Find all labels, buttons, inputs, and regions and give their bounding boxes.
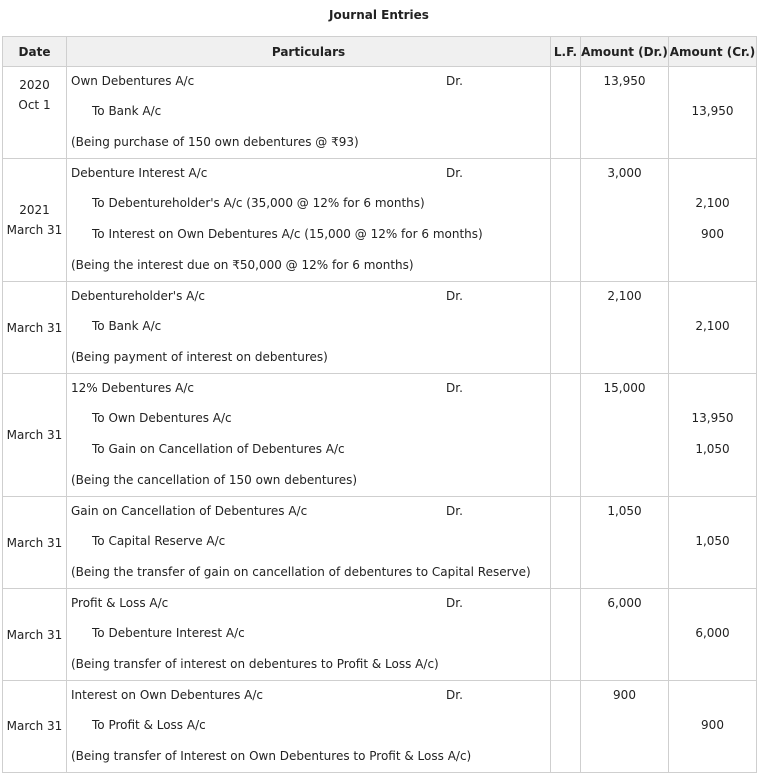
entry-lf [551,681,581,773]
credit-account: To Bank A/c [92,104,162,118]
debit-amount: 2,100 [607,289,642,303]
credit-account: To Capital Reserve A/c [92,534,226,548]
header-amount-cr: Amount (Cr.) [669,37,757,67]
cr-spacer [669,282,756,311]
entry-date [3,67,67,159]
credit-account: To Interest on Own Debentures A/c (15,000 @ 12% for 6 months) [92,227,483,241]
entry-amount-cr [669,159,757,282]
entry-lf [551,159,581,282]
debit-amount: 3,000 [607,166,642,180]
credit-amount: 13,950 [691,104,734,118]
debit-amount: 6,000 [607,596,642,610]
narration: (Being transfer of interest on debentures to Profit & Loss A/c) [71,657,439,671]
debit-line [67,282,550,311]
debit-line [67,497,550,526]
entry-amount-dr [581,681,669,773]
debit-account: Profit & Loss A/c [71,596,169,610]
entry-lf [551,282,581,374]
debit-line [67,374,550,403]
credit-account: To Gain on Cancellation of Debentures A/c [92,442,345,456]
credit-account: To Debentureholder's A/c (35,000 @ 12% for 6 months) [92,196,425,210]
credit-amount: 2,100 [695,196,730,210]
entry-date-line: March 31 [6,320,63,335]
header-row [3,37,757,67]
credit-amount: 900 [701,718,724,732]
entry-lf [551,497,581,589]
entry-amount-dr [581,589,669,681]
journal-entry-row [3,589,757,681]
debit-account: Own Debentures A/c [71,74,195,88]
entry-particulars [67,681,551,773]
entry-amount-dr [581,159,669,282]
debit-account: Interest on Own Debentures A/c [71,688,264,702]
header-lf: L.F. [551,37,581,67]
entry-date [3,159,67,282]
narration: (Being purchase of 150 own debentures @ ₹93) [71,135,359,149]
entry-lf [551,589,581,681]
entry-amount-dr [581,67,669,159]
credit-account: To Own Debentures A/c [92,411,232,425]
narration: (Being the cancellation of 150 own debentures) [71,473,358,487]
narration: (Being transfer of Interest on Own Debentures to Profit & Loss A/c) [71,749,472,763]
journal-entry-row [3,67,757,159]
entry-date-line: Oct 1 [18,98,51,112]
entry-lf [551,67,581,159]
entry-date-line: March 31 [6,627,63,642]
journal-entry-row [3,681,757,773]
entry-amount-cr [669,589,757,681]
entry-particulars [67,159,551,282]
header-date: Date [3,37,67,67]
cr-spacer [669,589,756,618]
credit-amount: 1,050 [695,534,730,548]
cr-spacer [669,159,756,188]
debit-account: Gain on Cancellation of Debentures A/c [71,504,308,518]
narration: (Being the interest due on ₹50,000 @ 12% for 6 months) [71,258,414,272]
debit-line [67,589,550,618]
credit-amount: 1,050 [695,442,730,456]
dr-mark: Dr. [446,381,463,395]
entry-date-line: 2020 [19,78,50,92]
journal-entry-row [3,497,757,589]
entry-amount-dr [581,282,669,374]
cr-spacer [669,497,756,526]
entry-particulars [67,497,551,589]
entry-amount-cr [669,681,757,773]
credit-amount: 900 [701,227,724,241]
journal-entry-row [3,159,757,282]
entry-date-line: March 31 [6,428,63,442]
entry-date-line: March 31 [6,223,63,237]
debit-line [67,681,550,710]
entry-date [3,681,67,773]
credit-account: To Profit & Loss A/c [92,718,206,732]
debit-account: Debentureholder's A/c [71,289,206,303]
credit-amount: 2,100 [695,319,730,333]
debit-amount: 1,050 [607,504,642,518]
entry-lf [551,374,581,497]
journal-entry-row [3,374,757,497]
credit-account: To Bank A/c [92,319,162,333]
entry-amount-cr [669,282,757,374]
debit-amount: 13,950 [603,74,646,88]
header-particulars: Particulars [67,37,551,67]
entry-date [3,282,67,374]
entry-date [3,497,67,589]
debit-line [67,67,550,96]
entry-date-line: 2021 [19,203,50,217]
entry-amount-cr [669,374,757,497]
cr-spacer [669,681,756,710]
entry-date-line: March 31 [6,535,63,550]
entry-amount-dr [581,497,669,589]
header-amount-dr: Amount (Dr.) [581,37,669,67]
entry-date [3,589,67,681]
cr-spacer [669,374,756,403]
debit-account: Debenture Interest A/c [71,166,208,180]
debit-amount: 900 [613,688,636,702]
journal-table [2,36,757,773]
credit-amount: 13,950 [691,411,734,425]
debit-amount: 15,000 [603,381,646,395]
entry-amount-cr [669,497,757,589]
narration: (Being payment of interest on debentures) [71,350,328,364]
credit-amount: 6,000 [695,626,730,640]
entry-particulars [67,282,551,374]
dr-mark: Dr. [446,166,463,180]
entry-amount-dr [581,374,669,497]
entry-amount-cr [669,67,757,159]
debit-account: 12% Debentures A/c [71,381,194,395]
debit-line [67,159,550,188]
entry-particulars [67,589,551,681]
dr-mark: Dr. [446,504,463,518]
entry-particulars [67,374,551,497]
page-title: Journal Entries [329,8,429,22]
entry-date-line: March 31 [6,719,63,733]
narration: (Being the transfer of gain on cancellation of debentures to Capital Reserve) [71,565,531,579]
entry-date [3,374,67,497]
journal-entry-row [3,282,757,374]
dr-mark: Dr. [446,688,463,702]
entry-particulars [67,67,551,159]
dr-mark: Dr. [446,596,463,610]
credit-account: To Debenture Interest A/c [92,626,245,640]
cr-spacer [669,67,756,96]
dr-mark: Dr. [446,289,463,303]
dr-mark: Dr. [446,74,463,88]
